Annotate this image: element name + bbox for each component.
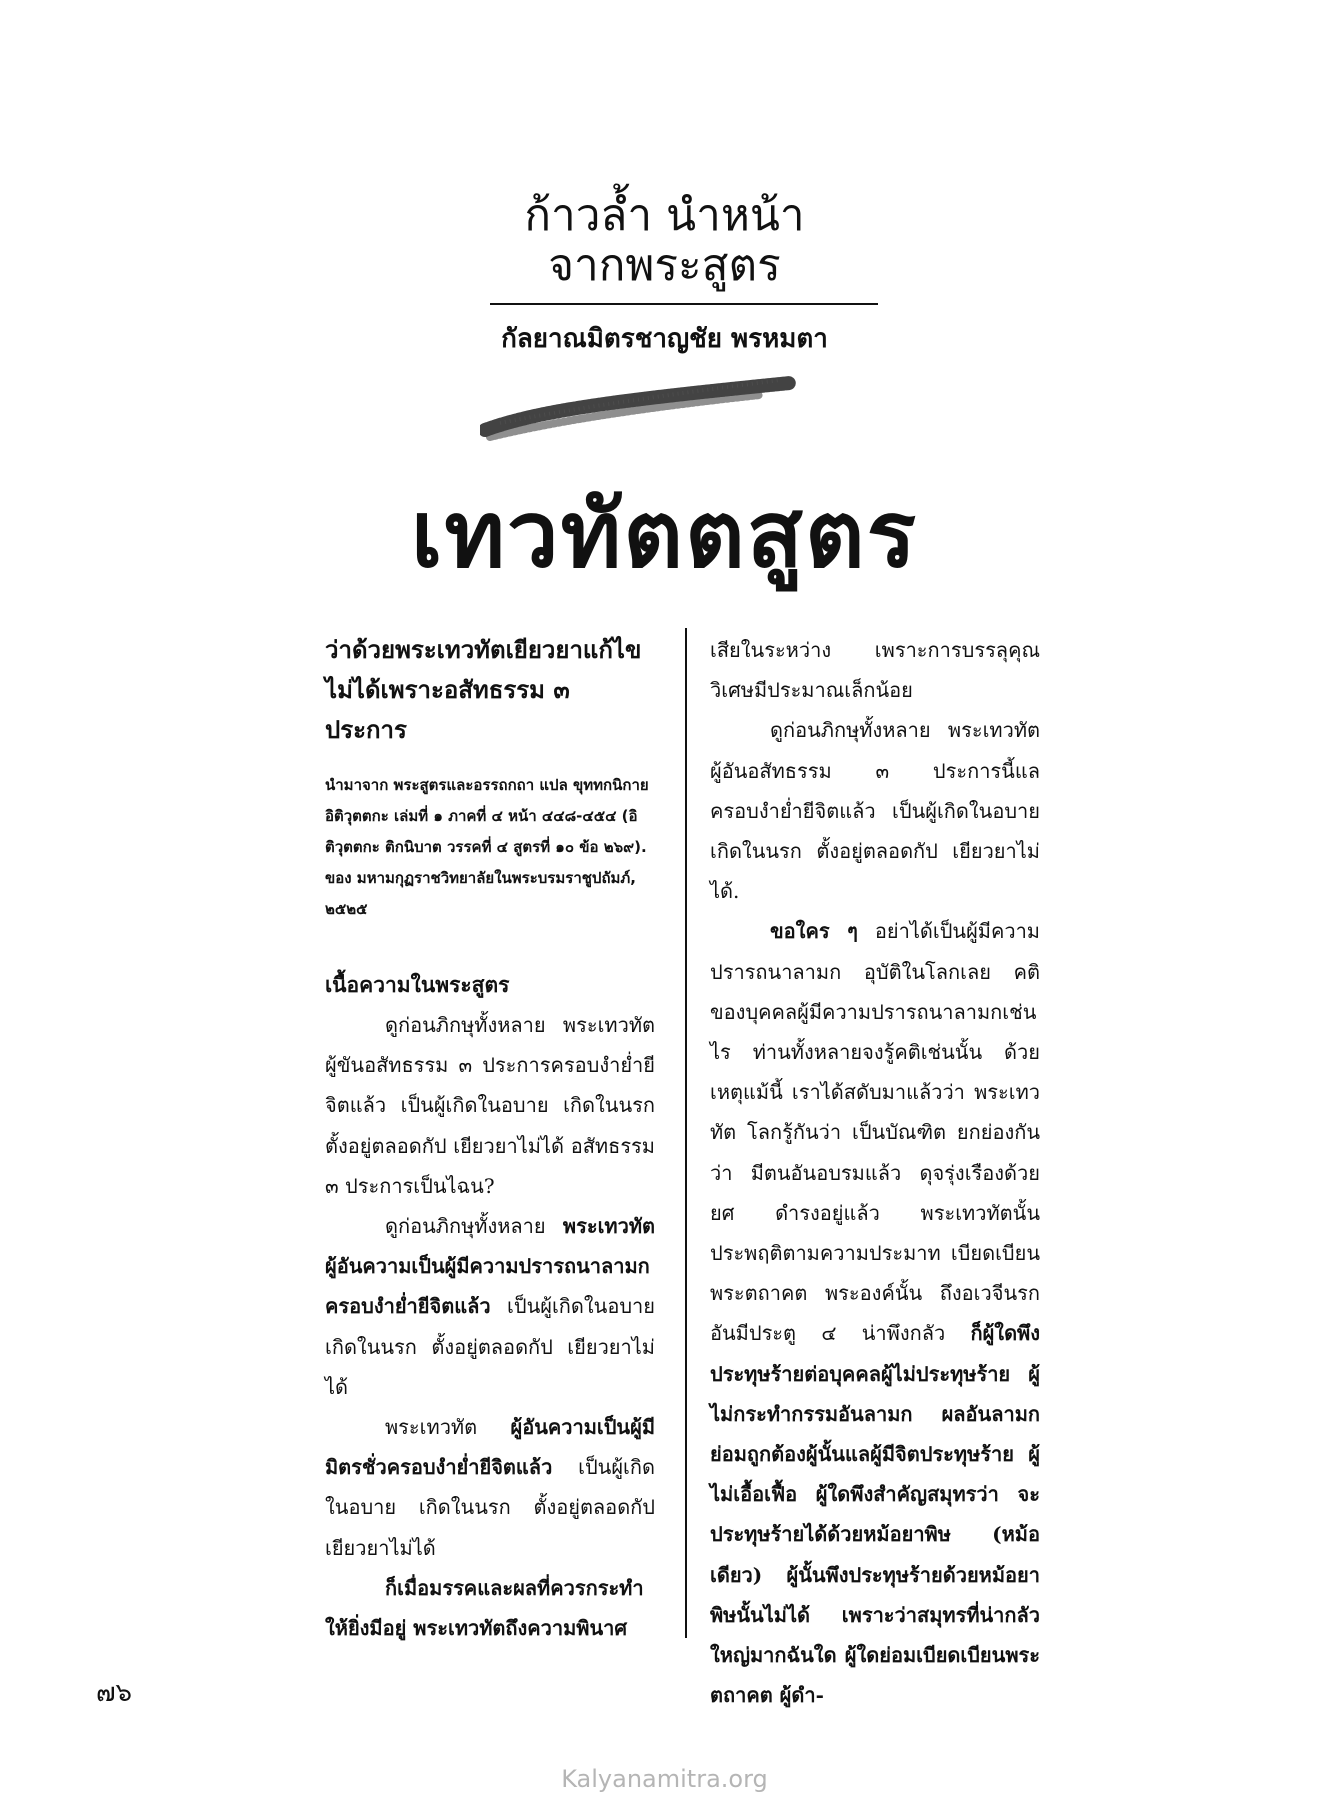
page-number: ๗๖ (96, 1678, 133, 1708)
paragraph: ดูก่อนภิกษุทั้งหลาย พระเทวทัต ผู้อันอสัทธรรม ๓ ประการนี้แล ครอบงำย่ำยีจิตแล้ว เป็นผู้เกิดในอบาย เกิดในนรก ตั้งอยู่ตลอดกัป เยียวยาไม่ได้. (710, 718, 1040, 904)
section-heading: เนื้อความในพระสูตร (325, 973, 510, 997)
paragraph (325, 1206, 655, 1407)
right-column (710, 630, 1040, 1715)
paragraph: เสียในระหว่าง เพราะการบรรลุคุณวิเศษมีประมาณเล็กน้อย (710, 638, 1040, 703)
title-line-1: ก้าวล้ำ นำหน้า (524, 190, 805, 241)
source-reference: นำมาจาก พระสูตรและอรรถกถา แปล ขุททกนิกาย อิติวุตตกะ เล่มที่ ๑ ภาคที่ ๔ หน้า ๔๔๘-๔๕๔ (อิติวุตตกะ ติกนิบาต วรรคที่ ๔ สูตรที่ ๑๐ ข้อ ๒๖๙). ของ มหามกุฏราชวิทยาลัยในพระบรมราชูปถัมภ์, ๒๕๒๕ (325, 776, 649, 918)
title-rule (490, 303, 878, 305)
paragraph: ก็เมื่อมรรคและผลที่ควรกระทำให้ยิ่งมีอยู่ พระเทวทัตถึงความพินาศ (325, 1575, 644, 1641)
paragraph-bold-text: ขอใคร ๆ (770, 919, 858, 944)
paragraph-text: เป็นผู้เกิดในอบาย เกิดในนรก ตั้งอยู่ตลอดกัป เยียวยาไม่ได้ (325, 1455, 655, 1560)
article-subtitle: ว่าด้วยพระเทวทัตเยียวยาแก้ไขไม่ได้เพราะอสัทธรรม ๓ ประการ (325, 636, 642, 744)
brush-stroke-decoration (480, 375, 800, 445)
paragraph (325, 1407, 655, 1568)
paragraph: ดูก่อนภิกษุทั้งหลาย พระเทวทัต ผู้ขันอสัทธรรม ๓ ประการครอบงำย่ำยีจิตแล้ว เป็นผู้เกิดในอบาย เกิดในนรก ตั้งอยู่ตลอดกัป เยียวยาไม่ได้ อสัทธรรม ๓ ประการเป็นไฉน? (325, 1013, 655, 1198)
paragraph-bold-text: พระเทวทัต ผู้อันความเป็นผู้มีความปรารถนาลามกครอบงำย่ำยีจิตแล้ว (325, 1214, 655, 1319)
author-byline: กัลยาณมิตรชาญชัย พรหมตา (501, 324, 828, 354)
paragraph-text: เป็นผู้เกิดในอบาย เกิดในนรก ตั้งอยู่ตลอดกัป เยียวยาไม่ได้ (325, 1294, 655, 1399)
paragraph-bold-text: ผู้อันความเป็นผู้มีมิตรชั่วครอบงำย่ำยีจิตแล้ว (325, 1415, 655, 1480)
paragraph (710, 911, 1040, 1715)
paragraph-text: พระเทวทัต (385, 1415, 511, 1440)
main-title: เทวทัตตสูตร (410, 481, 919, 588)
paragraph-text: ดูก่อนภิกษุทั้งหลาย (385, 1214, 563, 1239)
paragraph-bold-text: ก็ผู้ใดพึงประทุษร้ายต่อบุคคลผู้ไม่ประทุษร้าย ผู้ไม่กระทำกรรมอันลามก ผลอันลามกย่อมถูกต้องผู้นั้นแลผู้มีจิตประทุษร้าย ผู้ไม่เอื้อเฟื้อ ผู้ใดพึงสำคัญสมุทรว่า จะประทุษร้ายได้ด้วยหม้อยาพิษ (หม้อเดียว) ผู้นั้นพึงประทุษร้ายด้วยหม้อยาพิษนั้นไม่ได้ เพราะว่าสมุทรที่น่ากลัว ใหญ่มากฉันใด ผู้ใดย่อมเบียดเบียนพระตถาคต ผู้ดำ- (710, 1321, 1040, 1708)
watermark: Kalyanamitra.org (561, 1765, 768, 1793)
title-line-2: จากพระสูตร (548, 240, 781, 291)
column-divider (685, 628, 687, 1638)
left-column (325, 630, 655, 1648)
paragraph-text: อย่าได้เป็นผู้มีความปรารถนาลามก อุบัติในโลกเลย คติของบุคคลผู้มีความปรารถนาลามกเช่นไร ท่านทั้งหลายจงรู้คติเช่นนั้น ด้วยเหตุแม้นี้ เราได้สดับมาแล้วว่า พระเทวทัต โลกรู้กันว่า เป็นบัณฑิต ยกย่องกันว่า มีตนอันอบรมแล้ว ดุจรุ่งเรืองด้วยยศ ดำรงอยู่แล้ว พระเทวทัตนั้นประพฤติตามความประมาท เบียดเบียนพระตถาคต พระองค์นั้น ถึงอเวจีนรกอันมีประตู ๔ น่าพึงกลัว (710, 919, 1040, 1346)
